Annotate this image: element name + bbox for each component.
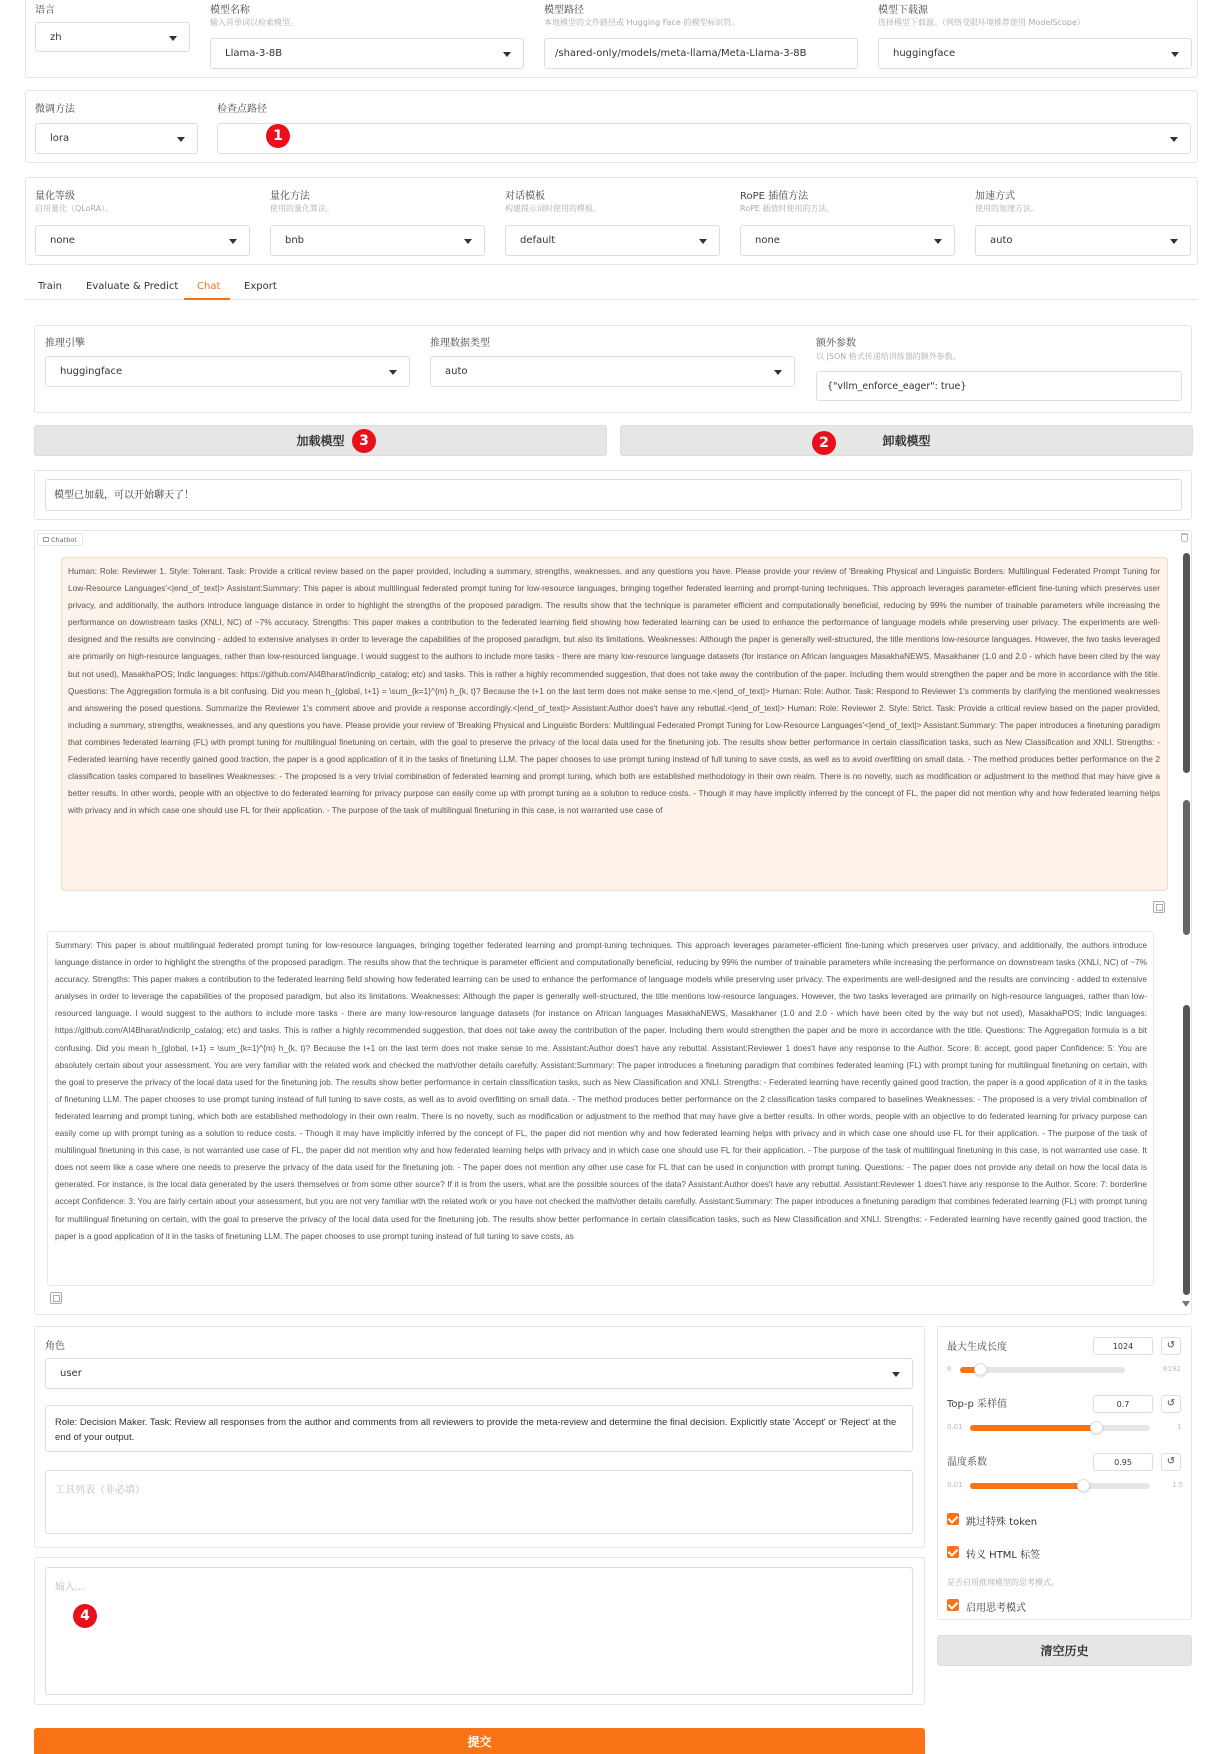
template-value: default xyxy=(520,235,556,246)
trash-icon[interactable] xyxy=(1181,533,1188,542)
chevron-down-icon xyxy=(229,239,237,244)
chat-scrollbar[interactable] xyxy=(1183,553,1190,773)
chevron-down-icon xyxy=(389,370,397,375)
role-label: 角色 xyxy=(45,1341,65,1352)
chevron-down-icon xyxy=(699,239,707,244)
booster-value: auto xyxy=(990,235,1013,246)
tab-train[interactable]: Train xyxy=(38,281,62,292)
model-path-input[interactable]: /shared-only/models/meta-llama/Meta-Llama-3-8B xyxy=(544,38,858,69)
reset-icon[interactable]: ↺ xyxy=(1161,1453,1181,1471)
quant-bit-dropdown[interactable] xyxy=(35,225,250,256)
unload-model-label: 卸载模型 xyxy=(882,434,931,448)
max-tokens-slider[interactable] xyxy=(960,1367,1125,1373)
thinking-checkbox[interactable] xyxy=(947,1599,959,1611)
extra-args-input[interactable]: {"vllm_enforce_eager": true} xyxy=(816,371,1182,401)
tab-export[interactable]: Export xyxy=(244,281,277,292)
unload-model-button[interactable] xyxy=(620,425,1193,456)
finetune-label: 微调方法 xyxy=(35,104,75,115)
chevron-down-icon xyxy=(177,137,185,142)
backend-label: 推理引擎 xyxy=(45,338,85,349)
chat-bubble-icon xyxy=(43,537,49,542)
model-name-hint: 输入首单词以检索模型。 xyxy=(210,18,298,27)
temperature-input[interactable]: 0.95 xyxy=(1093,1453,1153,1471)
dtype-value: auto xyxy=(445,366,468,377)
top-p-slider[interactable] xyxy=(970,1425,1150,1431)
temperature-slider[interactable] xyxy=(970,1483,1150,1489)
annotation-badge-4: 4 xyxy=(73,1604,97,1628)
booster-dropdown[interactable] xyxy=(975,225,1191,256)
temperature-max: 1.5 xyxy=(1172,1481,1184,1489)
tab-active-indicator xyxy=(184,298,230,300)
chat-scrollbar-thumb[interactable] xyxy=(1183,800,1190,935)
template-dropdown[interactable] xyxy=(505,225,720,256)
rope-dropdown[interactable] xyxy=(740,225,955,256)
thinking-label: 启用思考模式 xyxy=(966,1603,1026,1614)
rope-hint: RoPE 插值时使用的方法。 xyxy=(740,204,835,213)
finetune-dropdown[interactable] xyxy=(35,123,198,154)
backend-dropdown[interactable] xyxy=(45,356,410,387)
load-model-button[interactable] xyxy=(34,425,607,456)
escape-html-label: 转义 HTML 标签 xyxy=(966,1550,1041,1561)
annotation-badge-3: 3 xyxy=(352,429,376,453)
rope-value: none xyxy=(755,235,780,246)
dtype-label: 推理数据类型 xyxy=(430,338,490,349)
escape-html-checkbox[interactable] xyxy=(947,1546,959,1558)
checkpoint-dropdown[interactable] xyxy=(217,123,1191,154)
backend-value: huggingface xyxy=(60,366,123,377)
language-dropdown[interactable] xyxy=(35,22,190,52)
finetune-value: lora xyxy=(50,133,70,144)
rope-label: RoPE 插值方法 xyxy=(740,191,809,202)
chevron-down-icon xyxy=(464,239,472,244)
quant-method-hint: 使用的量化算法。 xyxy=(270,204,334,213)
quant-bit-value: none xyxy=(50,235,75,246)
role-value: user xyxy=(60,1368,82,1379)
quant-method-dropdown[interactable] xyxy=(270,225,485,256)
user-message-text: Human: Role: Reviewer 1. Style: Tolerant. Task: Provide a critical review based on the paper provided, including a summary, strengths, weaknesses, and any questions you have. Please provide your review of 'Breaking Physical and Linguistic Borders: Multilingual Federated Prompt Tuning for Low-Resource Languages'<|end_of_text|> Assistant:Summary: This paper is about multilingual federated prompt tuning for low-resource languages, bringing together federated learning and prompt-tuning techniques. This approach leverages parameter-efficient fine-tuning which preserves user privacy, and additionally, the authors introduce language distance in order to highlight the strengths of the proposed paradigm. The results show that the technique is parameter efficient and computationally beneficial, reducing by 99% the number of trainable parameters while increasing the performance on downstream tasks (XNLI, NC) of ~7% accuracy. Strengths: This paper makes a contribution to the federated learning field showing how federated learning can be used to enhance the performance of language models while preserving user privacy. The experiments are well-designed and the results are convincing - added to extensive analyses in order to leverage the capabilities of the proposed paradigm, but also its limitations. Weaknesses: Although the paper is generally well-structured, the title mentions low-resource languages. However, the two tasks leveraged are primarily on high-resource languages, rather than low-resourced language. I would suggest to the authors to include more tasks - there are many low-resource language datasets (for instance on African languages MasakhaNEWS, Masakhaner (1.0 and 2.0 - which have been cited by the way but not used), MasakhaPOS; Indic languages: https://github.com/AI4Bharat/indicnlp_catalog; etc) and tasks. This is rather a highly recommended suggestion, that does not take away the contribution of the paper. Including them would strengthen the paper and be more in accordance with the title. Questions: The Aggregation formula is a bit confusing. Did you mean h_{global, t+1} = \sum_{k=1}^{m} h_{k, t}? Because the t+1 on the last term does not make sense to me.<|end_of_text|> Human: Role: Author. Task: Respond to Reviewer 1's comments by clarifying the mentioned weaknesses and answering the posed questions. Summarize the Reviewer 1's comment above and provide a response accordingly.<|end_of_text|> Assistant:Author does't have any rebuttal.<|end_of_text|> Human: Role: Reviewer 2. Style: Strict. Task: Provide a critical review based on the paper provided, including a summary, strengths, weaknesses, and any questions you have. Please provide your review of 'Breaking Physical and Linguistic Borders: Multilingual Federated Prompt Tuning for Low-Resource Languages'<|end_of_text|> Assistant:Summary: The paper introduces a finetuning paradigm that combines federated learning (FL) with prompt tuning for multilingual finetuning on certain, with the goal to preserve the privacy of the local data used for the finetuning job. The results show better performance in certain classification tasks, such as New Classification and XNLI. Strengths: - Federated learning have recently gained good traction, the paper is a good application of it in the tasks of finetuning LLM. The paper chooses to use prompt tuning instead of full tuning to save costs, as well as to avoid overfitting on small data. - The method produces better performance on the 2 classification tasks compared to baselines Weaknesses: - The proposed is a very trivial combination of federated learning and prompt tuning, which both are established methodology in their own realm. There is no novelty, such as modification or adjustment to the method that may have give a better results. In other words, people with an objective to do federated learning for privacy purpose can easily come up with prompt tuning as a solution to reduce costs. - Though it may have implicitly inferred by the concept of FL, the paper did not mention why and how federated learning helps with privacy and in which case one should use FL for their application. - The purpose of the task of multilingual finetuning in this case, is not warranted use case of xyxy=(68,566,1160,816)
hub-hint: 选择模型下载源。（网络受限环境推荐使用 ModelScope） xyxy=(878,18,1085,27)
language-label: 语言 xyxy=(35,5,55,16)
booster-label: 加速方式 xyxy=(975,191,1015,202)
top-p-input[interactable]: 0.7 xyxy=(1093,1395,1153,1413)
template-hint: 构建提示词时使用的模板。 xyxy=(505,204,601,213)
language-value: zh xyxy=(50,32,62,43)
chatbot-label: Chatbot xyxy=(51,536,77,544)
extra-args-hint: 以 JSON 格式传递给训练器的额外参数。 xyxy=(816,352,961,361)
chevron-down-icon xyxy=(169,36,177,41)
chevron-down-icon xyxy=(503,52,511,57)
booster-hint: 使用的加速方法。 xyxy=(975,204,1039,213)
top-p-label: Top-p 采样值 xyxy=(947,1399,1008,1410)
load-model-label: 加载模型 xyxy=(296,434,345,448)
copy-icon[interactable] xyxy=(50,1292,62,1304)
message-input[interactable]: 输入... xyxy=(45,1567,913,1695)
chevron-down-icon xyxy=(892,1372,900,1377)
chevron-down-icon xyxy=(774,370,782,375)
clear-history-button[interactable] xyxy=(937,1635,1192,1666)
max-tokens-max: 8192 xyxy=(1163,1365,1181,1373)
clear-history-label: 清空历史 xyxy=(1040,1644,1089,1658)
max-tokens-input[interactable]: 1024 xyxy=(1093,1337,1153,1355)
submit-label: 提交 xyxy=(467,1735,492,1749)
copy-icon[interactable] xyxy=(1153,901,1165,913)
skip-special-label: 跳过特殊 token xyxy=(966,1517,1038,1528)
hub-dropdown[interactable] xyxy=(878,38,1192,69)
temperature-label: 温度系数 xyxy=(947,1457,987,1468)
top-p-max: 1 xyxy=(1177,1423,1182,1431)
tab-evaluate[interactable]: Evaluate & Predict xyxy=(86,281,179,292)
dtype-dropdown[interactable] xyxy=(430,356,795,387)
max-tokens-min: 8 xyxy=(947,1365,952,1373)
assistant-message-text: Summary: This paper is about multilingual federated prompt tuning for low-resource languages, bringing together federated learning and prompt-tuning techniques. This approach leverages parameter-efficient fine-tuning which preserves user privacy, and additionally, the authors introduce language distance in order to highlight the strengths of the proposed paradigm. The results show that the technique is parameter efficient and computationally beneficial, reducing by 99% the number of trainable parameters while increasing the performance on downstream tasks (XNLI, NC) of ~7% accuracy. Strengths: This paper makes a contribution to the federated learning field showing how federated learning can be used to enhance the performance of language models while preserving user privacy. The experiments are well-designed and the results are convincing - added to extensive analyses in order to leverage the capabilities of the proposed paradigm, but also its limitations. Weaknesses: Although the paper is generally well-structured, the title mentions low-resource languages. However, the two tasks leveraged are primarily on high-resource languages, rather than low-resourced language. I would suggest to the authors to include more tasks - there are many low-resource language datasets (for instance on African languages MasakhaNEWS, Masakhaner (1.0 and 2.0 - which have been cited by the way but not used), MasakhaPOS; Indic languages: https://github.com/AI4Bharat/indicnlp_catalog; etc) and tasks. This is rather a highly recommended suggestion, that does not take away the contribution of the paper. Including them would strengthen the paper and be more in accordance with the title. Questions: The Aggregation formula is a bit confusing. Did you mean h_{global, t+1} = \sum_{k=1}^{m} h_{k, t}? Because the t+1 on the last term does not make sense to me. Assistant:Author does't have any rebuttal. Assistant:Reviewer 1 does't have any response to the Author. Score: 8: accept, good paper Confidence: 5: You are absolutely certain about your assessment. You are very familiar with the related work and checked the math/other details carefully. Assistant:Summary: The paper introduces a finetuning paradigm that combines federated learning (FL) with prompt tuning for multilingual finetuning on certain, with the goal to preserve the privacy of the local data used for the finetuning job. The results show better performance in certain classification tasks, such as New Classification and XNLI. Strengths: - Federated learning have recently gained good traction, the paper is a good application of it in the tasks of finetuning LLM. The paper chooses to use prompt tuning instead of full tuning to save costs, as well as to avoid overfitting on small data. - The method produces better performance on the 2 classification tasks compared to baselines Weaknesses: - The proposed is a very trivial combination of federated learning and prompt tuning, which both are established methodology in their own realm. There is no novelty, such as modification or adjustment to the method that may have give a better results. In other words, people with an objective to do federated learning for privacy purpose can easily come up with prompt tuning as a solution to reduce costs. - Though it may have implicitly inferred by the concept of FL, the paper did not mention why and how federated learning helps with privacy and in which case one should use FL for their application. - The purpose of the task of multilingual finetuning in this case, is not warranted use case of FL, the paper did not mention why and how federated learning helps with privacy and in which case one should use FL for their application. - The purpose of the task of multilingual finetuning in this case, is not warranted use case. It does not seem like a case where one needs to preserve the privacy of the data used for the finetuning job. - The paper does not mention any other use case for FL that can be used in conjunction with prompt tuning. Questions: - The paper does not provide any detail on how the local data is generated. For instance, is the local data generated by the users themselves or from some other source? If it is from the users, what are the possible sources of the data? Assistant:Author does't have any rebuttal. Assistant:Reviewer 1 does't have any response to the Author. Score: 7: borderline accept Confidence: 3: You are fairly certain about your assessment, but you are not very familiar with the related work or you have not checked the math/other details carefully. Assistant:Summary: The paper introduces a finetuning paradigm that combines federated learning (FL) with prompt tuning for multilingual finetuning on certain, with the goal to preserve the privacy of the local data used for the finetuning job. The results show better performance in certain classification tasks, such as New Classification and XNLI. Strengths: - Federated learning have recently gained good traction, the paper is a good application of it in the tasks of finetuning LLM. The paper chooses to use prompt tuning instead of full tuning to save costs, as xyxy=(55,940,1147,1241)
hub-value: huggingface xyxy=(893,48,956,59)
template-label: 对话模板 xyxy=(505,191,545,202)
model-path-label: 模型路径 xyxy=(544,5,584,16)
model-name-dropdown[interactable] xyxy=(210,38,524,69)
role-dropdown[interactable] xyxy=(45,1358,913,1389)
skip-special-checkbox[interactable] xyxy=(947,1513,959,1525)
system-prompt-textbox[interactable]: Role: Decision Maker. Task: Review all responses from the author and comments from all reviewers to provide the meta-review and determine the final decision. Explicitly state 'Accept' or 'Reject' at the end of your output. xyxy=(45,1405,913,1452)
chevron-down-icon xyxy=(1170,137,1178,142)
chatbot-tag xyxy=(37,533,83,546)
model-path-hint: 本地模型的文件路径或 Hugging Face 的模型标识符。 xyxy=(544,18,740,27)
chevron-down-icon xyxy=(1171,52,1179,57)
extra-args-label: 额外参数 xyxy=(816,338,856,349)
chevron-down-icon xyxy=(1170,239,1178,244)
thinking-hint: 是否启用推理模型的思考模式。 xyxy=(947,1578,1059,1587)
quant-method-label: 量化方法 xyxy=(270,191,310,202)
annotation-badge-1: 1 xyxy=(266,124,290,148)
tab-chat[interactable]: Chat xyxy=(197,281,221,292)
annotation-badge-2: 2 xyxy=(812,431,836,455)
chat-scrollbar-lower[interactable] xyxy=(1183,1005,1190,1295)
reset-icon[interactable]: ↺ xyxy=(1161,1337,1181,1355)
hub-label: 模型下载源 xyxy=(878,5,928,16)
quant-method-value: bnb xyxy=(285,235,305,246)
quant-bit-hint: 启用量化（QLoRA）。 xyxy=(35,204,114,213)
top-p-min: 0.01 xyxy=(947,1423,963,1431)
scroll-down-icon[interactable] xyxy=(1182,1301,1190,1307)
max-tokens-label: 最大生成长度 xyxy=(947,1342,1007,1353)
quant-bit-label: 量化等级 xyxy=(35,191,75,202)
model-name-value: Llama-3-8B xyxy=(225,48,283,59)
temperature-min: 0.01 xyxy=(947,1481,963,1489)
submit-button[interactable] xyxy=(34,1728,925,1754)
model-name-label: 模型名称 xyxy=(210,5,250,16)
chevron-down-icon xyxy=(934,239,942,244)
tools-textbox[interactable]: 工具列表（非必填） xyxy=(45,1470,913,1534)
checkpoint-label: 检查点路径 xyxy=(217,104,267,115)
status-textbox: 模型已加载，可以开始聊天了！ xyxy=(45,479,1182,511)
reset-icon[interactable]: ↺ xyxy=(1161,1395,1181,1413)
